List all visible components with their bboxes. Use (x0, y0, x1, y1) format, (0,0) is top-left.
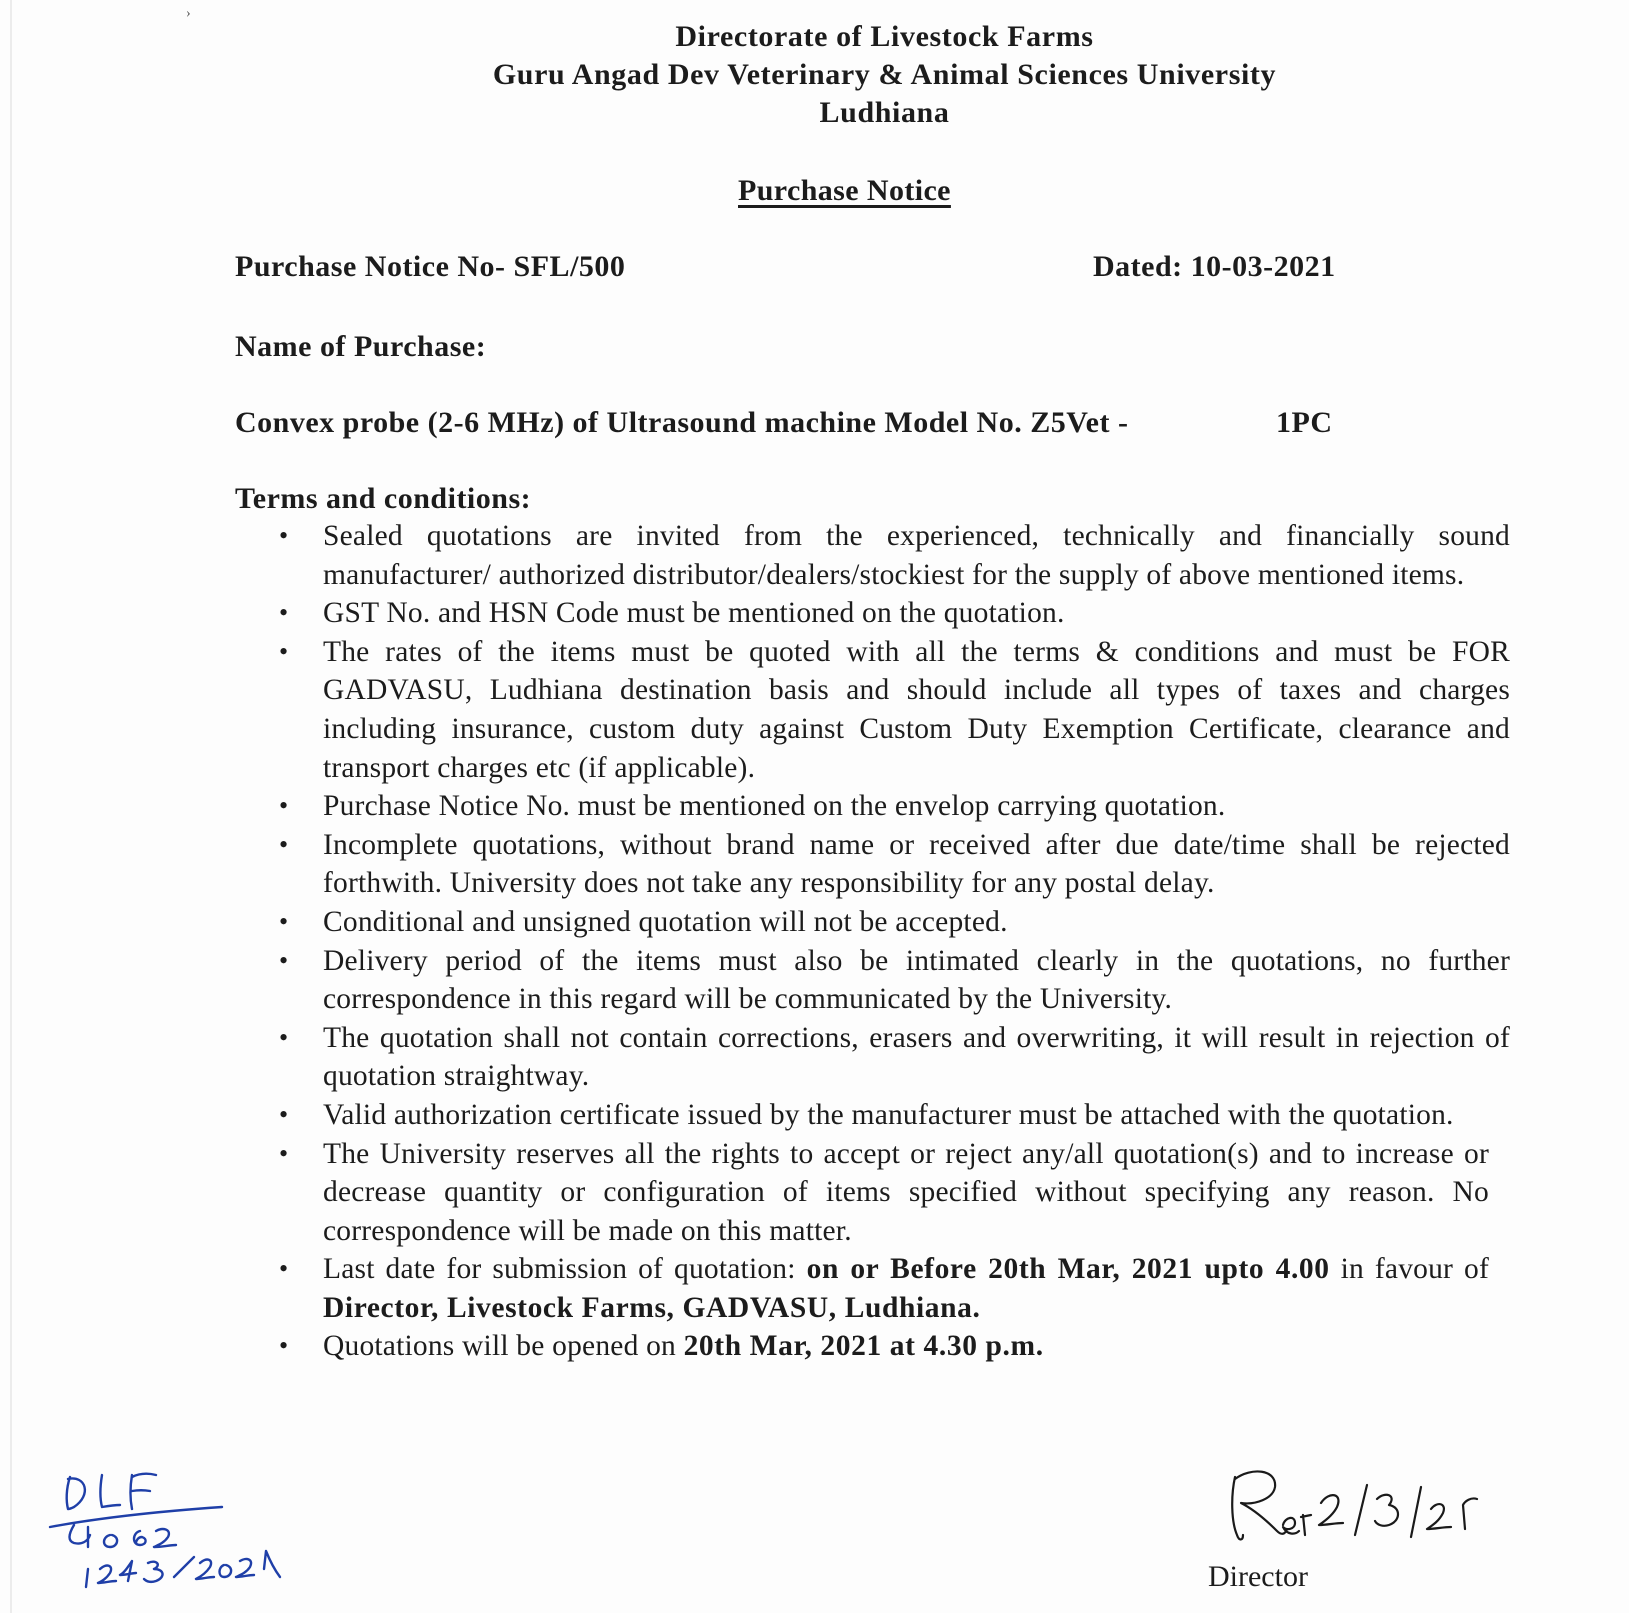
term-item-last-date (235, 1250, 1510, 1327)
term-item (235, 1019, 1510, 1096)
term-text: The quotation shall not contain corrections, erasers and overwriting, it will result in rejection of quotation straightway. (323, 1021, 1510, 1093)
term-text: The University reserves all the rights to accept or reject any/all quotation(s) and to increase or decrease quantity or configuration of items specified without specifying any reason. No correspondence will be made on this matter. (323, 1137, 1489, 1247)
opening-prefix: Quotations will be opened on (323, 1330, 684, 1363)
term-item (235, 633, 1510, 787)
last-date-favour: Director, Livestock Farms, GADVASU, Ludhiana. (323, 1291, 981, 1324)
notice-number: Purchase Notice No- SFL/500 (235, 250, 626, 283)
term-text: Conditional and unsigned quotation will not be accepted. (323, 905, 1008, 938)
term-item (235, 903, 1510, 942)
bullet-icon: • (279, 1138, 289, 1168)
term-item (235, 594, 1510, 633)
bullet-icon: • (279, 791, 289, 821)
page-edge (10, 0, 12, 1613)
term-item (235, 517, 1510, 594)
director-signature (1225, 1465, 1485, 1565)
opening-date: 20th Mar, 2021 at 4.30 p.m. (683, 1330, 1044, 1363)
term-text: Delivery period of the items must also be intimated clearly in the quotations, no further correspondence in this regard will be communicated by the University. (323, 944, 1510, 1016)
term-text: Purchase Notice No. must be mentioned on the envelop carrying quotation. (323, 790, 1226, 823)
last-date-middle: in favour of (1329, 1253, 1489, 1286)
bullet-icon: • (279, 1022, 289, 1052)
header-directorate: Directorate of Livestock Farms (675, 20, 1094, 53)
term-item (235, 1096, 1510, 1135)
bullet-icon: • (279, 1099, 289, 1129)
term-item (235, 942, 1510, 1019)
term-text: Incomplete quotations, without brand name or received after due date/time shall be rejected forthwith. University does not take any responsibility for any postal delay. (323, 828, 1510, 900)
notice-date: Dated: 10-03-2021 (1093, 250, 1336, 283)
term-item-opening (235, 1327, 1510, 1366)
last-date-prefix: Last date for submission of quotation: (323, 1253, 807, 1286)
term-item (235, 1135, 1510, 1251)
bullet-icon: • (279, 1331, 289, 1361)
terms-heading: Terms and conditions: (235, 482, 532, 515)
last-date-value: on or Before 20th Mar, 2021 upto 4.00 (806, 1253, 1330, 1286)
header-university: Guru Angad Dev Veterinary & Animal Sciences University (492, 58, 1277, 91)
bullet-icon: • (279, 1254, 289, 1284)
notice-title: Purchase Notice (738, 174, 951, 207)
term-text: Valid authorization certificate issued by the manufacturer must be attached with the quotation. (323, 1098, 1454, 1131)
term-item (235, 787, 1510, 826)
term-item (235, 826, 1510, 903)
bullet-icon: • (279, 521, 289, 550)
header-city: Ludhiana (819, 96, 950, 129)
bullet-icon: • (279, 945, 289, 975)
corner-mark: › (186, 6, 191, 21)
bullet-icon: • (279, 636, 289, 666)
term-text: GST No. and HSN Code must be mentioned on the quotation. (323, 597, 1065, 630)
purchase-quantity: 1PC (1276, 406, 1333, 439)
terms-list (235, 517, 1510, 1366)
purchase-item: Convex probe (2-6 MHz) of Ultrasound machine Model No. Z5Vet - (235, 406, 1129, 439)
term-text: Sealed quotations are invited from the experienced, technically and financially sound manufacturer/ authorized distributor/dealers/stockiest for the supply of above mentioned items. (323, 520, 1510, 591)
dlf-handwritten-stamp (44, 1465, 284, 1613)
purchase-heading: Name of Purchase: (235, 330, 487, 363)
bullet-icon: • (279, 598, 289, 628)
bullet-icon: • (279, 906, 289, 936)
term-text: The rates of the items must be quoted with all the terms & conditions and must be FOR GADVASU, Ludhiana destination basis and should include all types of taxes and charges including insurance, custom duty against Custom Duty Exemption Certificate, clearance and transport charges etc (if applicable). (323, 635, 1510, 784)
director-label: Director (1208, 1560, 1308, 1593)
bullet-icon: • (279, 829, 289, 859)
